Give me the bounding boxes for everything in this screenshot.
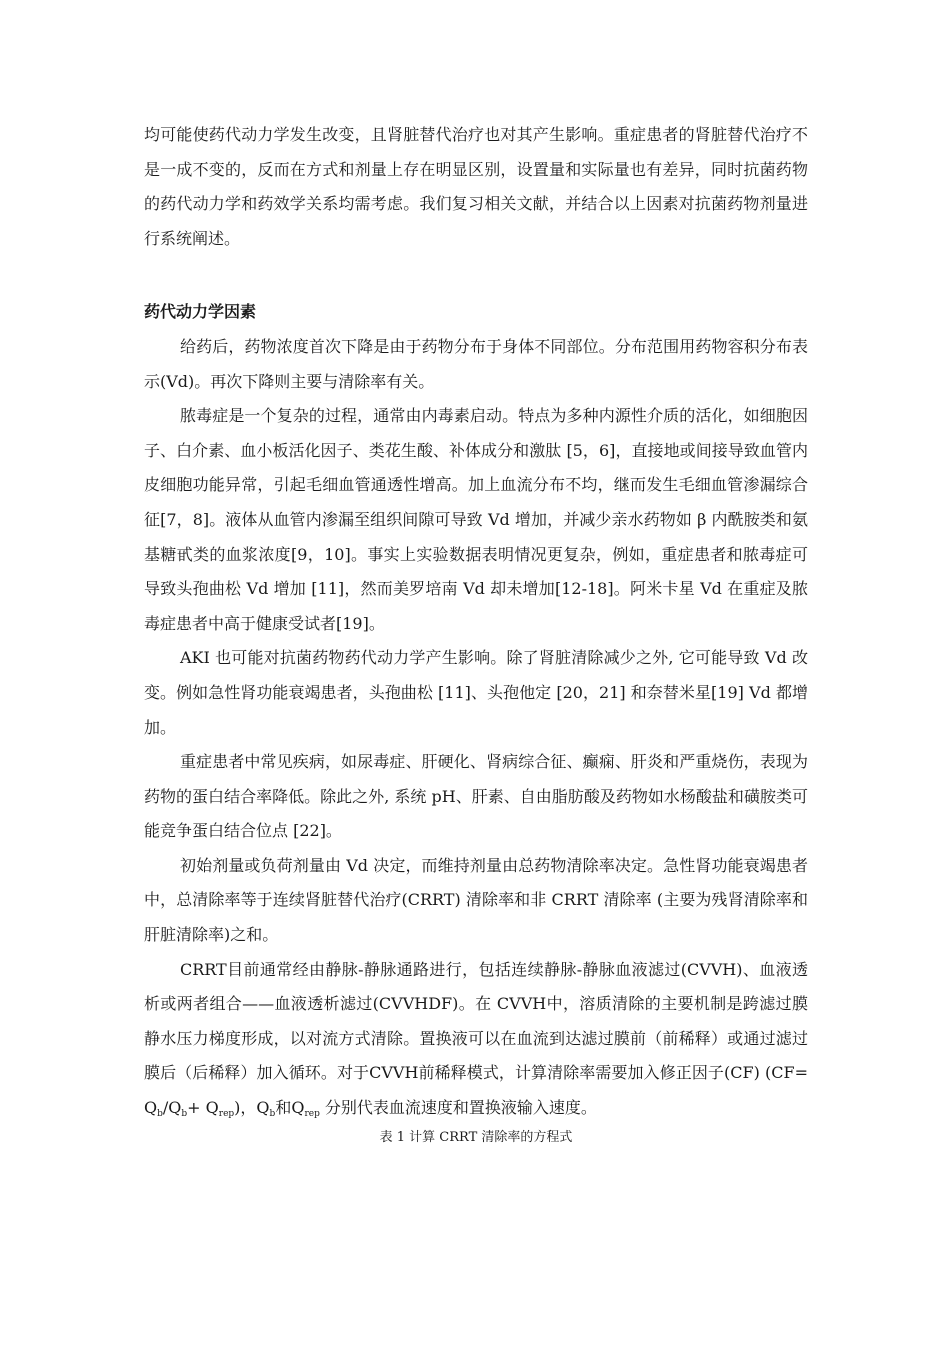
paragraph-dosing: 初始剂量或负荷剂量由 Vd 决定，而维持剂量由总药物清除率决定。急性肾功能衰竭患者中，总清除率等于连续肾脏替代治疗(CRRT) 清除率和非 CRRT 清除率 (主要为残肾清除率和肝脏清除率)之和。 xyxy=(144,855,808,945)
table-caption: 表 1 计算 CRRT 清除率的方程式 xyxy=(379,1129,573,1145)
crrt-text: CRRT目前通常经由静脉-静脉通路进行，包括连续静脉-静脉血液滤过(CVVH)、血液透析或两者组合——血液透析滤过(CVVHDF)。在 CVVH中，溶质清除的主要机制是跨滤过膜静水压力梯度形成，以对流方式清除。置换液可以在血流到达滤过膜前（前稀释）或通过滤过膜后（后稀释）加入循环。对于CVVH前稀释模式，计算清除率需要加入修正因子(CF) (CF= xyxy=(144,959,808,1083)
formula-slash-q: /Q xyxy=(162,1098,182,1118)
paragraph-crrt xyxy=(144,953,808,1126)
paragraph-aki: AKI 也可能对抗菌药物药代动力学产生影响。除了肾脏清除减少之外, 它可能导致 Vd 改变。例如急性肾功能衰竭患者，头孢曲松 [11]、头孢他定 [20，21] 和奈替米星[19] Vd 都增加。 xyxy=(144,648,808,737)
intro-paragraph: 均可能使药代动力学发生改变，且肾脏替代治疗也对其产生影响。重症患者的肾脏替代治疗不是一成不变的，反而在方式和剂量上存在明显区别，设置量和实际量也有差异，同时抗菌药物的药代动力学和药效学关系均需考虑。我们复习相关文献，并结合以上因素对抗菌药物剂量进行系统阐述。 xyxy=(144,125,808,248)
formula-q: Q xyxy=(144,1098,158,1118)
symbol-and-q: 和Q xyxy=(275,1098,305,1118)
formula-subscript-b: b xyxy=(157,1109,163,1120)
symbol-qb: Q xyxy=(256,1098,270,1118)
formula-subscript-b-2: b xyxy=(181,1109,188,1120)
formula-subscript-rep: rep xyxy=(218,1109,235,1120)
crrt-text-end: 分别代表血流速度和置换液输入速度。 xyxy=(319,1098,597,1118)
symbol-qb-subscript: b xyxy=(269,1109,276,1120)
formula-plus-q: + Q xyxy=(187,1098,219,1118)
paragraph-protein-binding: 重症患者中常见疾病，如尿毒症、肝硬化、肾病综合征、癫痫、肝炎和严重烧伤，表现为药物的蛋白结合率降低。除此之外, 系统 pH、肝素、自由脂肪酸及药物如水杨酸盐和磺胺类可能竞争蛋白结合位点 [22]。 xyxy=(144,752,808,841)
formula-close: )， xyxy=(234,1098,257,1118)
symbol-qrep-subscript: rep xyxy=(304,1109,320,1120)
paragraph-distribution: 给药后，药物浓度首次下降是由于药物分布于身体不同部位。分布范围用药物容积分布表示(Vd)。再次下降则主要与清除率有关。 xyxy=(144,336,808,391)
document-page xyxy=(144,118,808,1148)
paragraph-sepsis: 脓毒症是一个复杂的过程，通常由内毒素启动。特点为多种内源性介质的活化，如细胞因子、白介素、血小板活化因子、类花生酸、补体成分和激肽 [5，6]，直接地或间接导致血管内皮细胞功能异常，引起毛细血管通透性增高。加上血流分布不均，继而发生毛细血管渗漏综合征[7，8]。液体从血管内渗漏至组织间隙可导致 Vd 增加，并减少亲水药物如 β 内酰胺类和氨基糖甙类的血浆浓度[9，10]。事实上实验数据表明情况更复杂，例如，重症患者和脓毒症可导致头孢曲松 Vd 增加 [11]，然而美罗培南 Vd 却未增加[12-18]。阿米卡星 Vd 在重症及脓毒症患者中高于健康受试者[19]。 xyxy=(144,406,808,633)
section-heading: 药代动力学因素 xyxy=(144,302,257,322)
